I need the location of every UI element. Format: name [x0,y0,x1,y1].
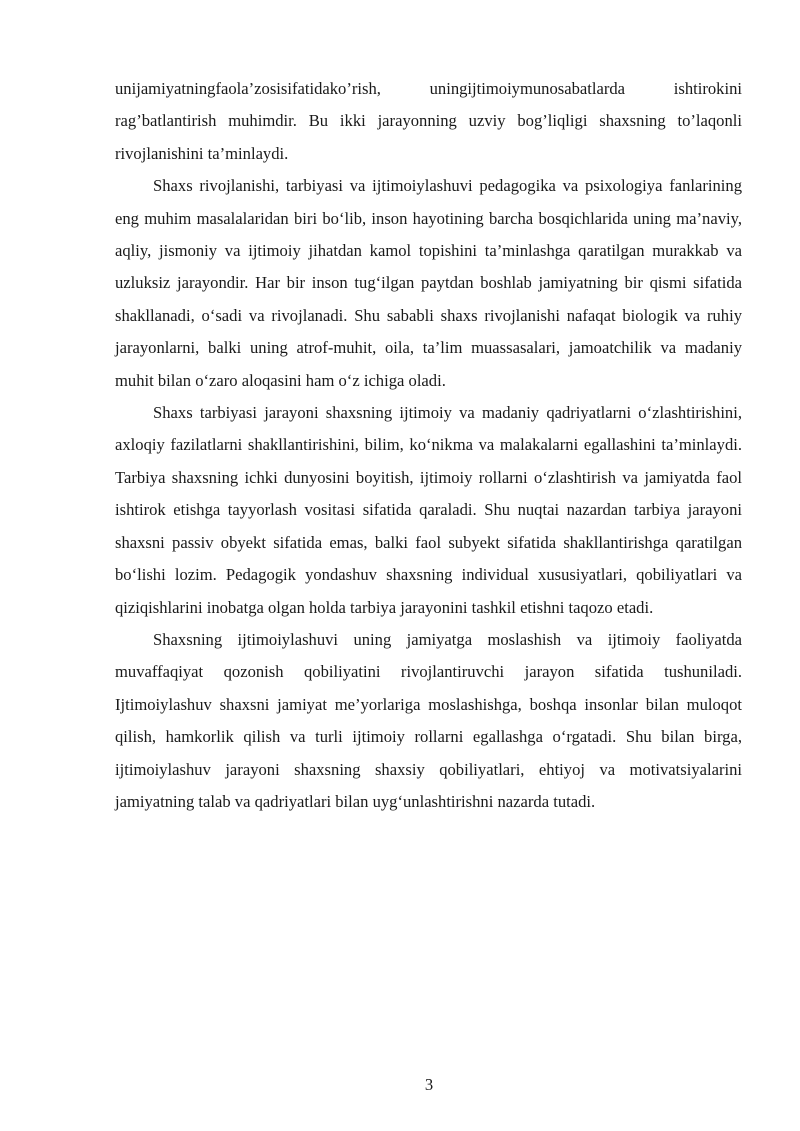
paragraph-shaxs-rivojlanishi: Shaxs rivojlanishi, tarbiyasi va ijtimoiylashuvi pedagogika va psixologiya fanlarining eng muhim masalalaridan biri bo‘lib, inson hayotining barcha bosqichlarida uning ma’naviy, aqliy, jismoniy va ijtimoiy jihatdan kamol topishini ta’minlashga qaratilgan murakkab va uzluksiz jarayondir. Har bir inson tug‘ilgan paytdan boshlab jamiyatning bir qismi sifatida shakllanadi, o‘sadi va rivojlanadi. Shu sababli shaxs rivojlanishi nafaqat biologik va ruhiy jarayonlarni, balki uning atrof-muhit, oila, ta’lim muassasalari, jamoatchilik va madaniy muhit bilan o‘zaro aloqasini ham o‘z ichiga oladi. [115,176,742,390]
paragraph-continuation: unijamiyatningfaola’zosisifatidako’rish, uningijtimoiymunosabatlarda ishtirokini rag’batlantirish muhimdir. Bu ikki jarayonning uzviy bog’liqligi shaxsning to’laqonli rivojlanishini ta’minlaydi. [115,79,742,163]
paragraph-shaxs-tarbiyasi: Shaxs tarbiyasi jarayoni shaxsning ijtimoiy va madaniy qadriyatlarni o‘zlashtirishini, axloqiy fazilatlarni shakllantirishini, bilim, ko‘nikma va malakalarni egallashini ta’minlaydi. Tarbiya shaxsning ichki dunyosini boyitish, ijtimoiy rollarni o‘zlashtirish va jamiyatda faol ishtirok etishga tayyorlash vositasi sifatida qaraladi. Shu nuqtai nazardan tarbiya jarayoni shaxsni passiv obyekt sifatida emas, balki faol subyekt sifatida shakllantirishga qaratilgan bo‘lishi lozim. Pedagogik yondashuv shaxsning individual xususiyatlari, qobiliyatlari va qiziqishlarini inobatga olgan holda tarbiya jarayonini tashkil etishni taqozo etadi. [115,403,742,617]
page-number: 3 [424,1075,434,1094]
paragraph-ijtimoiylashuvi: Shaxsning ijtimoiylashuvi uning jamiyatga moslashish va ijtimoiy faoliyatda muvaffaqiyat qozonish qobiliyatini rivojlantiruvchi jarayon sifatida tushuniladi. Ijtimoiylashuv shaxsni jamiyat me’yorlariga moslashishga, boshqa insonlar bilan muloqot qilish, hamkorlik qilish va turli ijtimoiy rollarni egallashga o‘rgatadi. Shu bilan birga, ijtimoiylashuv jarayoni shaxsning shaxsiy qobiliyatlari, ehtiyoj va motivatsiyalarini jamiyatning talab va qadriyatlari bilan uyg‘unlashtirishni nazarda tutadi. [115,629,742,811]
body-text [115,73,742,818]
